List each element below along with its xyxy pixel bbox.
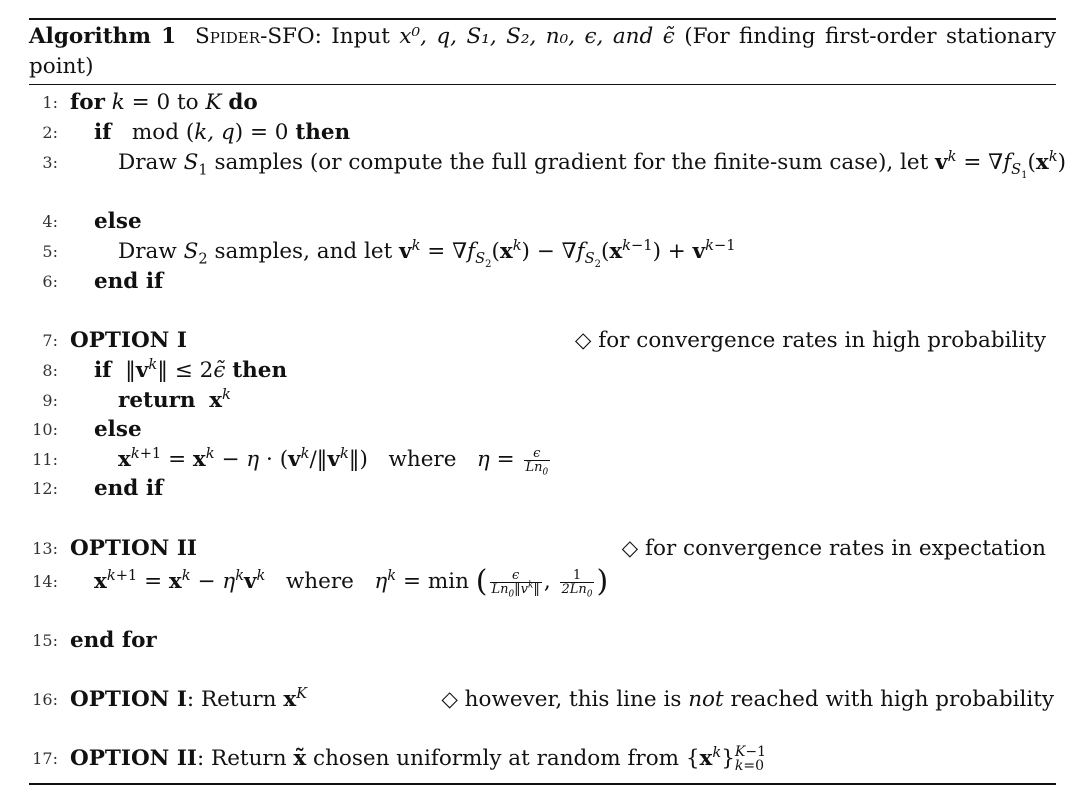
algorithm-label: Algorithm 1	[29, 24, 177, 49]
line-content: else	[94, 417, 142, 442]
algorithm-line-7	[0, 326, 1076, 356]
algorithm-caption	[29, 22, 1056, 82]
line-content: else	[94, 209, 142, 234]
line-number: 16:	[32, 690, 58, 709]
algorithm-line-6	[0, 267, 1076, 297]
algorithm-line-15	[0, 626, 1076, 656]
line-content: if mod (k, q) = 0 then	[94, 120, 351, 145]
line-content: if $‖v^k‖$ ≤ 2ϵ̃ then	[94, 355, 288, 383]
algorithm-line-8	[0, 356, 1076, 386]
line-number: 10:	[32, 420, 58, 439]
line-content: Draw $S_1$ samples (or compute the full gradient for the finite-sum case), let $v^k = \nabla f_{S_1}(x^k)$	[118, 147, 1066, 182]
line-comment: ◇ however, this line is not reached with high probability	[441, 687, 1054, 712]
algorithm-line-17	[0, 744, 1076, 774]
line-content: for k = 0 to K do	[70, 90, 258, 115]
line-number: 15:	[32, 631, 58, 650]
algorithm-line-3	[0, 147, 1076, 182]
line-content: OPTION II: Return x̃ chosen uniformly at random from $\{x^k\}$ K−1 k=0	[70, 743, 767, 774]
algorithm-line-2	[0, 118, 1076, 148]
algorithm-line-14	[0, 564, 1076, 600]
line-number: 5:	[42, 242, 58, 261]
line-number: 7:	[42, 331, 58, 350]
line-content: OPTION I	[70, 328, 187, 353]
algorithm-line-4	[0, 207, 1076, 237]
line-content: $x^{k+1} = x^k - \eta^kv^k$ where $\eta^k = \min$ ( $\frac{\epsilon}{Ln_0‖v^k‖}$ , $\frac{1}{2Ln_0}$ )	[94, 564, 609, 600]
line-comment: ◇ for convergence rates in high probability	[574, 328, 1046, 353]
line-number: 4:	[42, 212, 58, 231]
line-number: 2:	[42, 123, 58, 142]
line-content: Draw $S_2$ samples, and let $v^k = \nabla f_{S_2}(x^k) - \nabla f_{S_2}(x^{k-1}) + v^{k-1}$	[118, 236, 736, 271]
line-content: OPTION II	[70, 536, 197, 561]
line-content: end if	[94, 269, 164, 294]
algorithm-name-rest: -SFO: Input	[260, 24, 390, 49]
line-number: 12:	[32, 479, 58, 498]
algorithm-line-1	[0, 88, 1076, 118]
line-number: 11:	[32, 450, 58, 469]
algorithm-line-5	[0, 236, 1076, 271]
line-number: 3:	[42, 153, 58, 172]
line-content: end for	[70, 628, 157, 653]
line-content: OPTION I: Return $x^K$	[70, 684, 308, 712]
bottom-rule	[29, 783, 1056, 785]
caption-rule	[29, 84, 1056, 85]
algorithm-purpose: (For finding first-order stationary point)	[29, 24, 1056, 79]
line-content: $x^{k+1} = x^k - \eta$ · $(v^k/‖v^k‖)$ where η = $\frac{\epsilon}{Ln_0}$	[118, 444, 549, 478]
algorithm-line-16	[0, 685, 1076, 715]
line-number: 9:	[42, 391, 58, 410]
line-number: 8:	[42, 361, 58, 380]
line-number: 1:	[42, 93, 58, 112]
line-number: 14:	[32, 572, 58, 591]
top-rule	[29, 18, 1056, 20]
algorithm-line-12	[0, 474, 1076, 504]
algorithm-line-10	[0, 415, 1076, 445]
line-content: end if	[94, 476, 164, 501]
algorithm-line-11	[0, 444, 1076, 478]
line-number: 6:	[42, 272, 58, 291]
line-content: return $x^k$	[118, 385, 231, 413]
line-number: 13:	[32, 539, 58, 558]
line-comment: ◇ for convergence rates in expectation	[621, 536, 1046, 561]
algorithm-line-9	[0, 386, 1076, 416]
algorithm-name-smallcaps: Spider	[195, 24, 261, 49]
line-number: 17:	[32, 749, 58, 768]
algorithm-inputs: x⁰, q, S₁, S₂, n₀, ϵ, and ϵ̃	[399, 24, 675, 49]
algorithm-line-13	[0, 534, 1076, 564]
